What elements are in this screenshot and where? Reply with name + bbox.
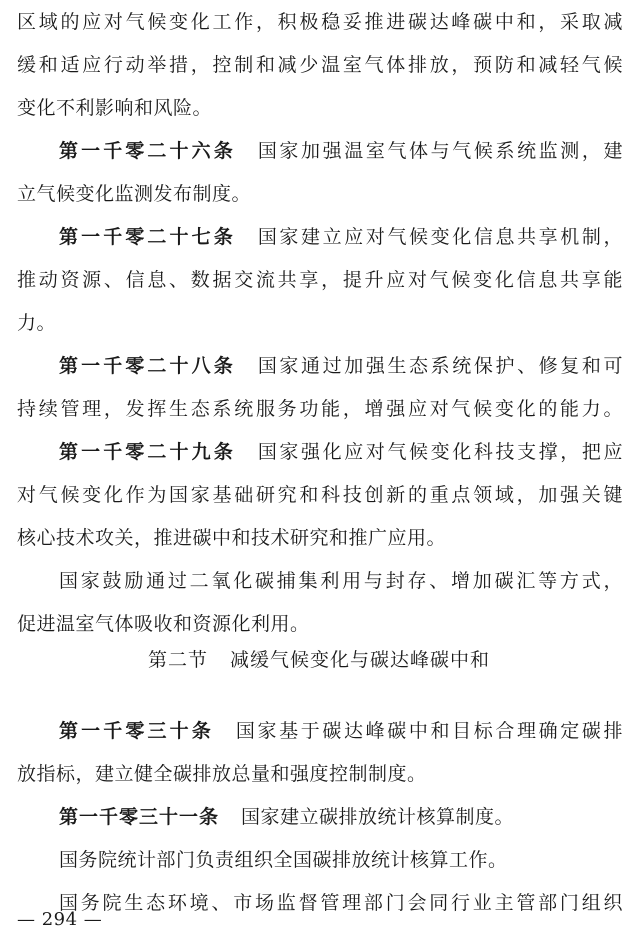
article-text: 国家建立碳排放统计核算制度。 xyxy=(241,806,515,828)
article-text: 国家强化应对气候变化科技支撑，把应 xyxy=(257,441,623,463)
text-line: 放指标，建立健全碳排放总量和强度控制制度。 xyxy=(17,763,427,785)
text-line: 核心技术攻关，推进碳中和技术研究和推广应用。 xyxy=(17,527,447,549)
text-line: 对气候变化作为国家基础研究和科技创新的重点领域，加强关键 xyxy=(17,484,623,506)
article-1029 xyxy=(59,440,623,466)
text-line: 力。 xyxy=(17,312,57,334)
article-1028 xyxy=(59,354,623,380)
section-number: 第二节 xyxy=(147,649,208,671)
article-number: 第一千零二十九条 xyxy=(59,441,236,463)
text-line: 立气候变化监测发布制度。 xyxy=(17,183,252,205)
text-line: 变化不利影响和风险。 xyxy=(17,97,213,119)
text-line: 持续管理，发挥生态系统服务功能，增强应对气候变化的能力。 xyxy=(17,398,623,420)
page-number: — 294 — xyxy=(17,909,103,930)
text-line: 区域的应对气候变化工作，积极稳妥推进碳达峰碳中和，采取减 xyxy=(17,11,623,33)
article-text: 国家加强温室气体与气候系统监测，建 xyxy=(257,140,623,162)
article-number: 第一千零二十八条 xyxy=(59,355,236,377)
text-line: 国务院生态环境、市场监督管理部门会同行业主管部门组织 xyxy=(59,892,623,913)
article-number: 第一千零二十七条 xyxy=(59,226,236,248)
text-line: 国家鼓励通过二氧化碳捕集利用与封存、增加碳汇等方式， xyxy=(59,570,623,592)
article-1030 xyxy=(59,719,623,745)
article-1031 xyxy=(59,805,623,831)
article-number: 第一千零三十条 xyxy=(59,720,214,742)
article-number: 第一千零二十六条 xyxy=(59,140,236,162)
text-line: 促进温室气体吸收和资源化利用。 xyxy=(17,613,310,635)
article-text: 国家通过加强生态系统保护、修复和可 xyxy=(257,355,623,377)
text-line: 推动资源、信息、数据交流共享，提升应对气候变化信息共享能 xyxy=(17,269,623,291)
article-text: 国家基于碳达峰碳中和目标合理确定碳排 xyxy=(235,720,623,742)
article-1026 xyxy=(59,139,623,165)
text-line: 国务院统计部门负责组织全国碳排放统计核算工作。 xyxy=(59,849,508,871)
article-1027 xyxy=(59,225,623,251)
text-line: 缓和适应行动举措，控制和减少温室气体排放，预防和减轻气候 xyxy=(17,54,623,76)
section-heading xyxy=(0,648,638,672)
article-text: 国家建立应对气候变化信息共享机制， xyxy=(257,226,623,248)
article-number: 第一千零三十一条 xyxy=(59,806,220,828)
section-title-text: 减缓气候变化与碳达峰碳中和 xyxy=(230,649,491,671)
